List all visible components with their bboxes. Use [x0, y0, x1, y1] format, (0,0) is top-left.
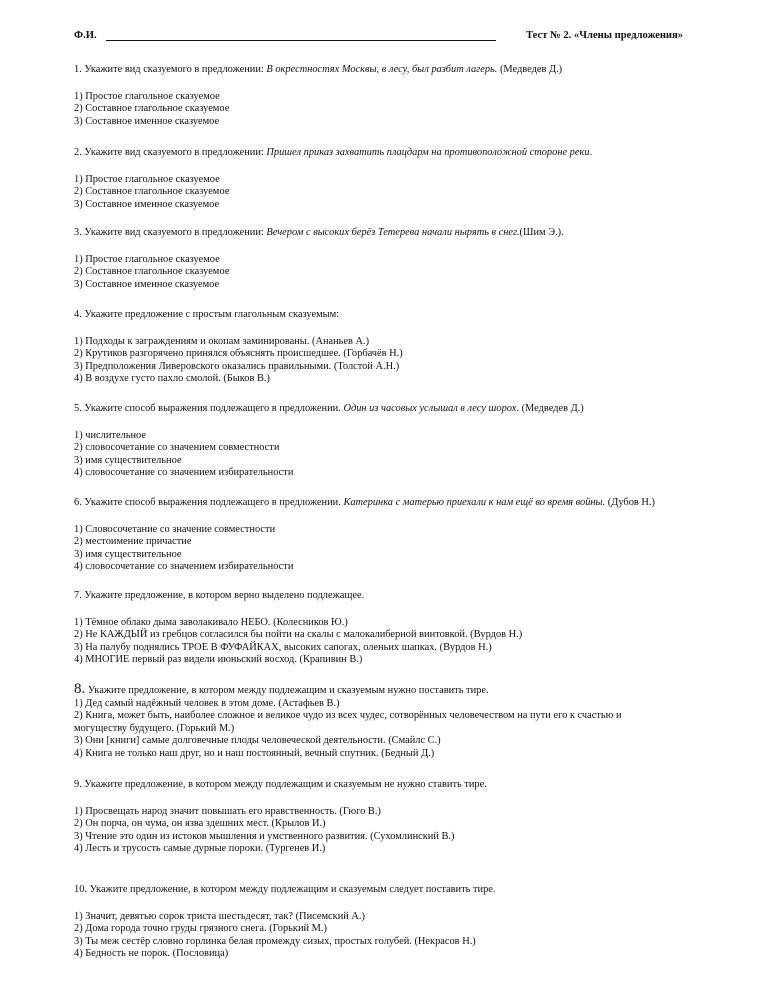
- name-blank-line: [106, 40, 496, 41]
- option-item: 2) Составное глагольное сказуемое: [74, 266, 230, 277]
- question-8: [74, 683, 734, 760]
- question-7: [74, 590, 734, 667]
- option-list: [74, 91, 734, 129]
- option-item: 3) На палубу поднялись ТРОЕ В ФУФАЙКАХ, высоких сапогах, оленьих шапках. (Вурдов Н.): [74, 641, 492, 653]
- option-list: [74, 806, 734, 856]
- question-text: 9. Укажите предложение, в котором между подлежащим и сказуемым не нужно ставить тире.: [74, 779, 487, 790]
- option-item: 3) Чтение это один из истоков мышления и умственного развития. (Сухомлинский В.): [74, 830, 455, 842]
- test-title: Тест № 2. «Члены предложения»: [526, 30, 684, 41]
- question-text: 6. Укажите способ выражения подлежащего в предложении. Катеринка с матерью приехали к нам ещё во время войны. (Дубов Н.): [74, 497, 655, 508]
- question-5: [74, 403, 734, 480]
- option-item: 4) МНОГИЕ первый раз видели июньский восход. (Крапивин В.): [74, 654, 363, 665]
- question-4: [74, 309, 734, 386]
- option-item: 3) Предположения Ливеровского оказались правильными. (Толстой А.Н.): [74, 360, 400, 372]
- document-header: [74, 30, 714, 46]
- option-item: 2) Он порча, он чума, он язва здешних мест. (Крылов И.): [74, 818, 326, 829]
- question-10: [74, 884, 734, 961]
- option-item: 3) Составное именное сказуемое: [74, 278, 220, 290]
- option-item: 2) Не КАЖДЫЙ из гребцов согласился бы пойти на скалы с малокалиберной винтовкой. (Вурдов Н.): [74, 629, 523, 640]
- question-9: [74, 779, 734, 856]
- fio-label: Ф.И.: [74, 30, 97, 41]
- option-list: [74, 911, 734, 961]
- option-item: 2) Составное глагольное сказуемое: [74, 103, 230, 114]
- option-item: 4) Лесть и трусость самые дурные пороки. (Тургенев И.): [74, 843, 326, 854]
- option-item: 2) Дома города точно груды грязного снега. (Горький М.): [74, 923, 327, 934]
- option-list: [74, 336, 734, 386]
- question-text: 4. Укажите предложение с простым глагольным сказуемым:: [74, 309, 340, 320]
- option-item: 3) имя существительное: [74, 454, 182, 466]
- option-list: [74, 254, 734, 292]
- example-sentence: Один из часовых услышал в лесу шорох: [343, 403, 517, 414]
- option-list: [74, 617, 734, 667]
- option-list: [74, 524, 734, 574]
- option-item: 2) местоимение причастие: [74, 536, 192, 547]
- example-sentence: Катеринка с матерью приехали к нам ещё во время войны.: [343, 497, 606, 508]
- option-item: 2) Крутиков разгорячено принялся объяснять происшедшее. (Горбачёв Н.): [74, 348, 403, 359]
- option-item: 1) Тёмное облако дыма заволакивало НЕБО. (Колесников Ю.): [74, 616, 348, 628]
- option-item: 1) числительное: [74, 429, 146, 441]
- option-item: 2) Составное глагольное сказуемое: [74, 186, 230, 197]
- option-item: 1) Простое глагольное сказуемое: [74, 173, 220, 185]
- option-item: 3) имя существительное: [74, 548, 182, 560]
- question-text: 3. Укажите вид сказуемого в предложении: Вечером с высоких берёз Тетерева начали нырять в снег.(Шим Э.).: [74, 227, 564, 238]
- option-item: 4) Бедность не порок. (Пословица): [74, 948, 229, 959]
- question-text: 10. Укажите предложение, в котором между подлежащим и сказуемым следует поставить тире.: [74, 884, 496, 895]
- question-text: 8. Укажите предложение, в котором между подлежащим и сказуемым нужно поставить тире.: [74, 681, 489, 697]
- question-3: [74, 227, 734, 291]
- question-text: 2. Укажите вид сказуемого в предложении: Пришел приказ захватить плацдарм на противоположной стороне реки.: [74, 147, 593, 158]
- option-list: [74, 430, 734, 480]
- option-item: 1) Словосочетание со значение совместности: [74, 523, 276, 535]
- option-item: 1) Просвещать народ значит повышать его нравственность. (Гюго В.): [74, 805, 381, 817]
- question-text: 7. Укажите предложение, в котором верно выделено подлежащее.: [74, 590, 365, 601]
- option-item: 4) Книга не только наш друг, но и наш постоянный, вечный спутник. (Бедный Д.): [74, 747, 435, 759]
- option-item: могуществу будущего. (Горький М.): [74, 722, 235, 734]
- option-item: 4) В воздухе густо пахло смолой. (Быков В.): [74, 373, 270, 384]
- option-item: 2) Книга, может быть, наиболее сложное и великое чудо из всех чудес, сотворённых человечеством на пути его к счастью и: [74, 710, 622, 721]
- option-item: 1) Дед самый надёжный человек в этом доме. (Астафьев В.): [74, 697, 340, 709]
- option-item: 4) словосочетание со значением избирательности: [74, 561, 294, 572]
- example-sentence: Вечером с высоких берёз Тетерева начали нырять в снег.: [266, 227, 520, 238]
- option-item: 3) Составное именное сказуемое: [74, 198, 220, 210]
- question-text: 5. Укажите способ выражения подлежащего в предложении. Один из часовых услышал в лесу шорох. (Медведев Д.): [74, 403, 584, 414]
- example-sentence: В окрестностях Москвы, в лесу, был разбит лагерь.: [266, 64, 498, 75]
- option-item: 4) словосочетание со значением избирательности: [74, 467, 294, 478]
- question-2: [74, 147, 734, 211]
- example-sentence: Пришел приказ захватить плацдарм на противоположной стороне реки: [266, 147, 590, 158]
- option-item: 1) Подходы к заграждениям и окопам заминированы. (Ананьев А.): [74, 335, 370, 347]
- question-6: [74, 497, 734, 574]
- question-text: 1. Укажите вид сказуемого в предложении: В окрестностях Москвы, в лесу, был разбит лагерь. (Медведев Д.): [74, 64, 563, 75]
- option-item: 1) Простое глагольное сказуемое: [74, 253, 220, 265]
- option-item: 1) Простое глагольное сказуемое: [74, 90, 220, 102]
- option-item: 2) словосочетание со значением совместности: [74, 442, 280, 453]
- option-item: 3) Они [книги] самые долговечные плоды человеческой деятельности. (Смайлс С.): [74, 735, 441, 746]
- option-item: 3) Ты меж сестёр словно горлинка белая промежду сизых, простых голубей. (Некрасов Н.): [74, 935, 476, 947]
- question-1: [74, 64, 734, 128]
- option-item: 3) Составное именное сказуемое: [74, 115, 220, 127]
- option-list: [74, 174, 734, 212]
- option-item: 1) Значит, девятью сорок триста шестьдесят, так? (Писемский А.): [74, 910, 365, 922]
- option-list: [74, 698, 734, 761]
